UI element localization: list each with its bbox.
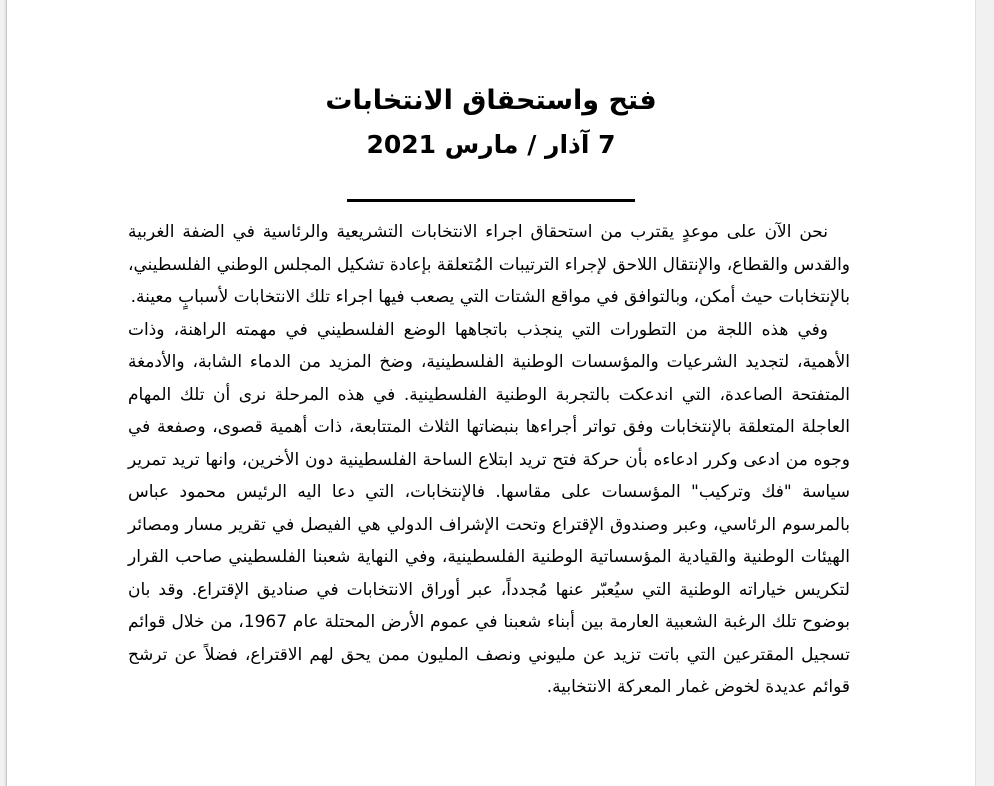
paragraph-1: نحن الآن على موعدٍ يقترب من استحقاق اجراء الانتخابات التشريعية والرئاسية في الضفة الغربية والقدس والقطاع، والإنتقال اللاحق لإجراء الترتيبات المُتعلقة بإعادة تشكيل المجلس الوطني الفلسطيني، بالإنتخابات حيث أمكن، وبالتوافق في مواقع الشتات التي يصعب فيها اجراء تلك الانتخابات لأسبابٍ معينة. — [128, 222, 850, 307]
paragraph-2: وفي هذه اللجة من التطورات التي ينجذب باتجاهها الوضع الفلسطيني في مهمته الراهنة، وذات الأهمية، لتجديد الشرعيات والمؤسسات الوطنية الفلسطينية، وضخ المزيد من الدماء الشابة، والأدمغة المتفتحة الصاعدة، التي اندعكت بالتجربة الوطنية الفلسطينية. في هذه المرحلة نرى أن تلك المهام العاجلة المتعلقة بالإنتخابات وفق تواتر أجراءها بنبضاتها الثلاث المتتابعة، ذات أهمية قصوى، وصفعة في وجوه من ادعى وكرر ادعاءه بأن حركة فتح تريد ابتلاع الساحة الفلسطينية دون الأخرين، وانها تريد تمرير سياسة "فك وتركيب" المؤسسات على مقاسها. فالإنتخابات، التي دعا اليه الرئيس محمود عباس بالمرسوم الرئاسي، وعبر وصندوق الإقتراع وتحت الإشراف الدولي هي الفيصل في تقرير مسار ومصائر الهيئات الوطنية والقيادية المؤسساتية الوطنية الفلسطينية، وفي النهاية شعبنا الفلسطيني صاحب القرار لتكريس خياراته الوطنية التي سيُعبّر عنها مُجدداً، عبر أوراق الانتخابات في صناديق الإقتراع. وقد بان بوضوح تلك الرغبة الشعبية العارمة بين أبناء شعبنا في عموم الأرض المحتلة عام 1967، من خلال قوائم تسجيل المقترعين التي باتت تزيد عن مليوني ونصف المليون ممن يحق لهم الاقتراع، فضلاً عن ترشح قوائم عديدة لخوض غمار المعركة الانتخابية. — [128, 319, 850, 697]
document-body — [128, 216, 850, 704]
vertical-scrollbar[interactable] — [975, 0, 994, 786]
document-date: 7 آذار / مارس 2021 — [366, 130, 616, 159]
document-title: فتح واستحقاق الانتخابات — [325, 85, 657, 116]
document-page — [6, 0, 976, 786]
title-divider — [347, 199, 635, 202]
